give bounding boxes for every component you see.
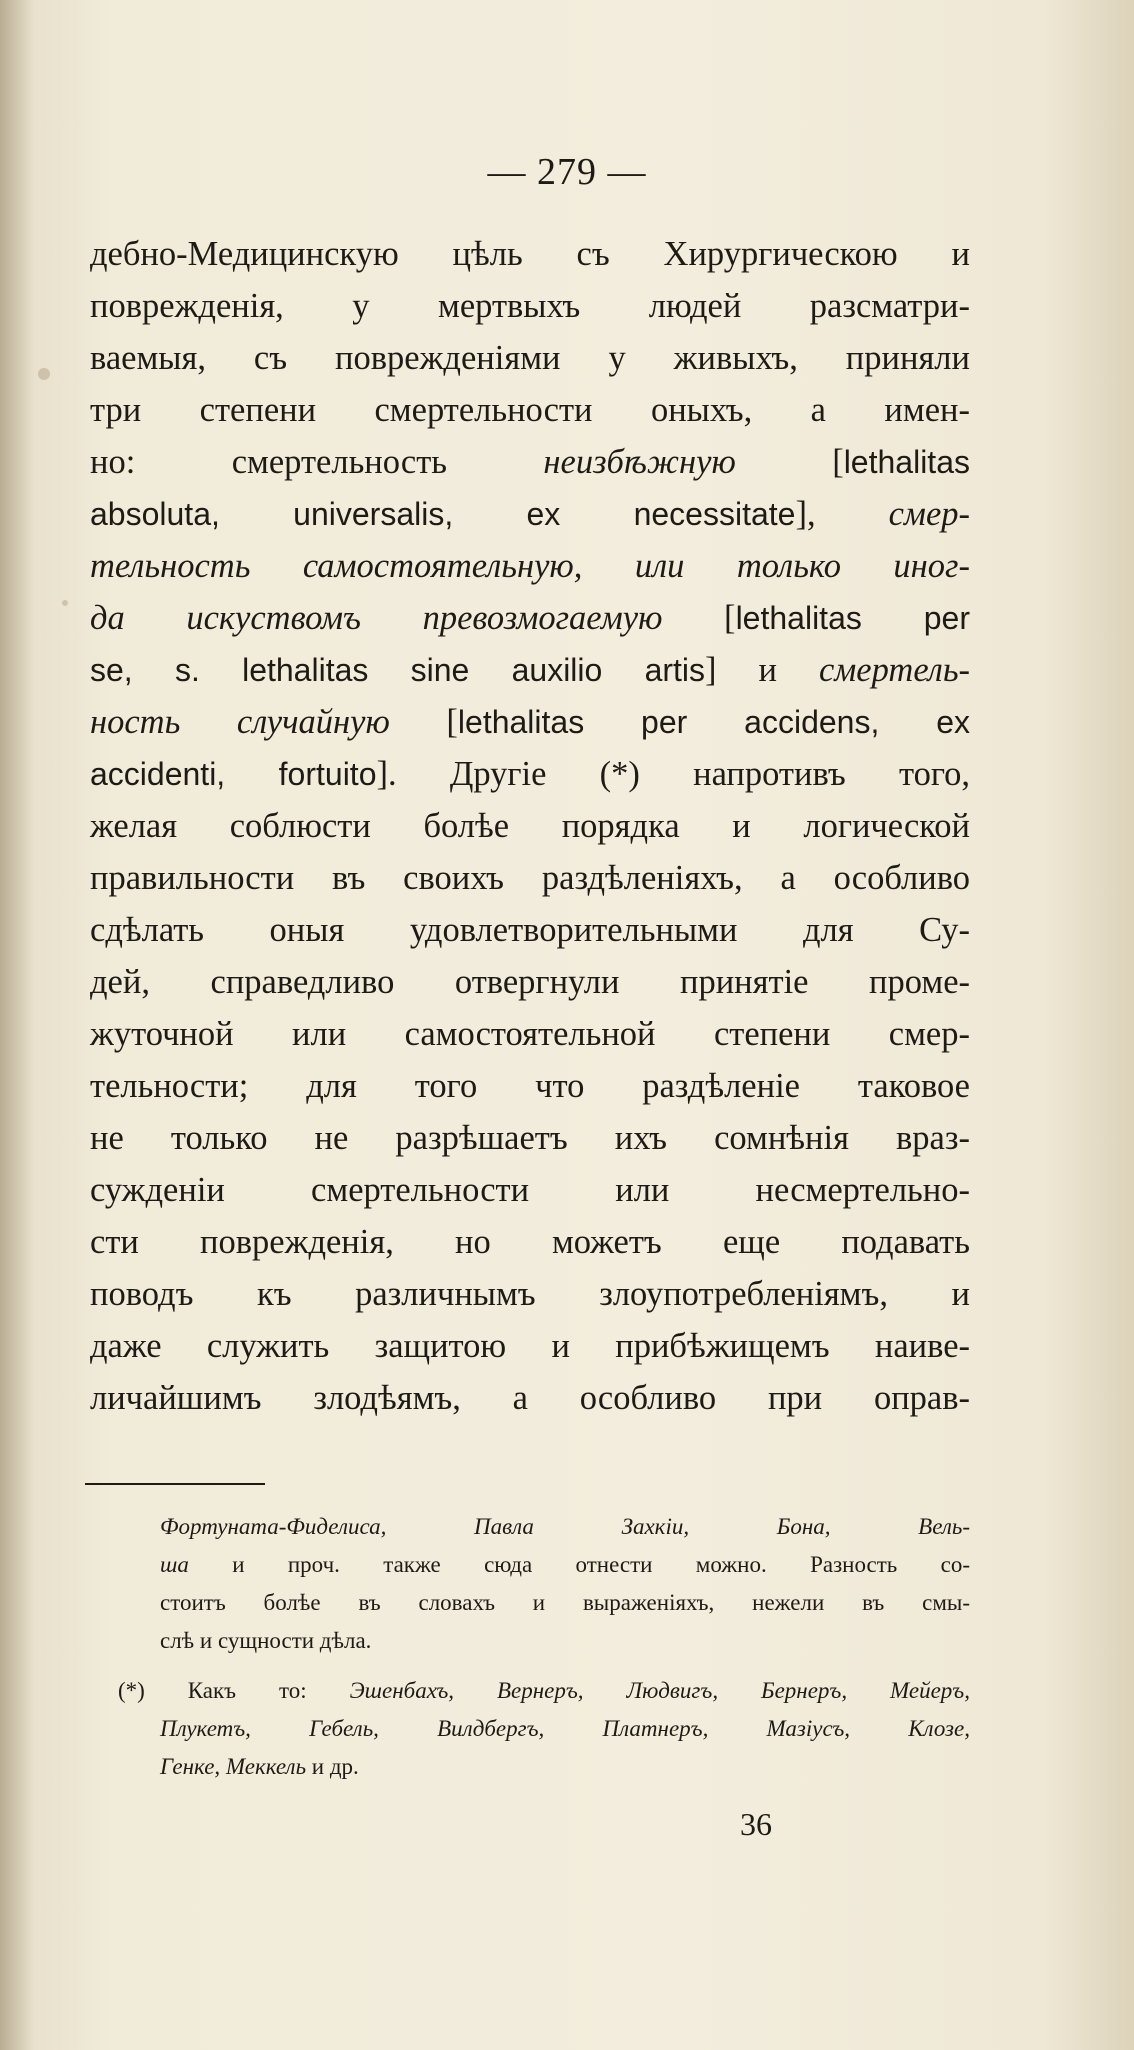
text-run: ша — [160, 1552, 189, 1577]
text-run: желая соблюсти болѣе порядка и логической — [90, 807, 970, 845]
text-run: жуточной или самостоятельной степени смер- — [90, 1015, 970, 1053]
footnotes — [90, 1508, 970, 1786]
text-run: lethalitas — [843, 444, 970, 480]
text-run: lethalitas per — [735, 600, 971, 636]
text-run: [ — [735, 443, 844, 481]
text-line — [90, 540, 970, 592]
footnote-separator — [85, 1483, 265, 1485]
text-line — [90, 696, 970, 748]
text-line — [90, 228, 970, 280]
text-run: дебно-Медицинскую цѣль съ Хирургическою и — [90, 235, 970, 273]
footnote-line — [160, 1508, 970, 1546]
text-run: ]. Другіе (*) напротивъ того, — [376, 755, 970, 793]
text-run: и проч. также сюда отнести можно. Разность со- — [188, 1552, 970, 1577]
footnote-line — [118, 1748, 970, 1786]
paper-stain — [38, 368, 50, 380]
text-run: (*) Какъ то: — [118, 1678, 350, 1703]
page-number: — 279 — — [487, 151, 647, 193]
text-run: [ — [662, 599, 736, 637]
footnote-line — [160, 1546, 970, 1584]
text-line — [90, 280, 970, 332]
text-run: ваемыя, съ поврежденіями у живыхъ, приняли — [90, 339, 970, 377]
text-line — [90, 592, 970, 644]
text-run: absoluta, universalis, ex necessitate — [90, 496, 796, 532]
text-line — [90, 748, 970, 800]
text-line — [90, 644, 970, 696]
text-run: правильности въ своихъ раздѣленіяхъ, а особливо — [90, 859, 970, 897]
footnote-line — [118, 1710, 970, 1748]
text-run: сти поврежденія, но можетъ еще подавать — [90, 1223, 970, 1261]
text-line — [90, 1008, 970, 1060]
text-line — [90, 956, 970, 1008]
text-run: смер- — [888, 495, 970, 533]
text-line — [90, 488, 970, 540]
text-run: не только не разрѣшаетъ ихъ сомнѣнія враз- — [90, 1119, 970, 1157]
text-run: слѣ и сущности дѣла. — [160, 1628, 372, 1653]
text-run: se, s. lethalitas sine auxilio artis — [90, 652, 706, 688]
text-run: тельности; для того что раздѣленіе таковое — [90, 1067, 970, 1105]
text-line — [90, 332, 970, 384]
text-run: ] и — [705, 651, 819, 689]
text-line — [90, 384, 970, 436]
text-run: сужденіи смертельности или несмертельно- — [90, 1171, 970, 1209]
text-run: поводъ къ различнымъ злоупотребленіямъ, и — [90, 1275, 970, 1313]
text-run: даже служить защитою и прибѣжищемъ наиве- — [90, 1327, 970, 1365]
text-run: стоитъ болѣе въ словахъ и выраженіяхъ, нежели въ смы- — [160, 1590, 970, 1615]
text-line — [90, 1164, 970, 1216]
text-run: смертель- — [818, 651, 971, 689]
text-line — [90, 1112, 970, 1164]
text-line — [90, 1060, 970, 1112]
text-run: ], — [795, 495, 889, 533]
text-line — [90, 436, 970, 488]
signature-mark: 36 — [740, 1806, 772, 1842]
text-run: Генке, Меккель — [160, 1754, 307, 1779]
text-run: Плукетъ, Гебель, Вилдбергъ, Платнеръ, Мазіусъ, Клозе, — [160, 1716, 970, 1741]
main-text — [90, 228, 970, 1424]
footnote-line — [160, 1584, 970, 1622]
text-run: Эшенбахъ, Вернеръ, Людвигъ, Бернеръ, Мейеръ, — [349, 1678, 970, 1703]
text-run: неизбѣжную — [543, 443, 736, 481]
text-run: lethalitas per accidens, ex — [457, 704, 971, 740]
text-run: тельность самостоятельную, или только иног- — [90, 547, 970, 585]
text-run: Фортуната-Фиделиса, Павла Захкіи, Бона, Вель- — [160, 1514, 970, 1539]
text-run: и др. — [306, 1754, 359, 1779]
footnote-asterisk — [90, 1672, 970, 1786]
text-line — [90, 1372, 970, 1424]
text-line — [90, 800, 970, 852]
text-line — [90, 852, 970, 904]
text-line — [90, 904, 970, 956]
text-run: три степени смертельности оныхъ, а имен- — [90, 391, 970, 429]
text-line — [90, 1268, 970, 1320]
text-run: личайшимъ злодѣямъ, а особливо при оправ- — [90, 1379, 970, 1417]
text-run: сдѣлать оныя удовлетворительными для Су- — [90, 911, 970, 949]
text-run: ность случайную — [90, 703, 390, 741]
text-run: дей, справедливо отвергнули принятіе проме- — [90, 963, 970, 1001]
footnote-continued — [90, 1508, 970, 1660]
footnote-line — [118, 1672, 970, 1710]
text-run: поврежденія, у мертвыхъ людей разсматри- — [90, 287, 970, 325]
text-run: но: смертельность — [90, 443, 544, 481]
paper-stain — [62, 600, 68, 606]
text-run: [ — [389, 703, 458, 741]
text-run: да искуствомъ превозмогаемую — [90, 599, 663, 637]
text-line — [90, 1216, 970, 1268]
text-run: accidenti, fortuito — [90, 756, 377, 792]
text-line — [90, 1320, 970, 1372]
footnote-line — [160, 1622, 970, 1660]
